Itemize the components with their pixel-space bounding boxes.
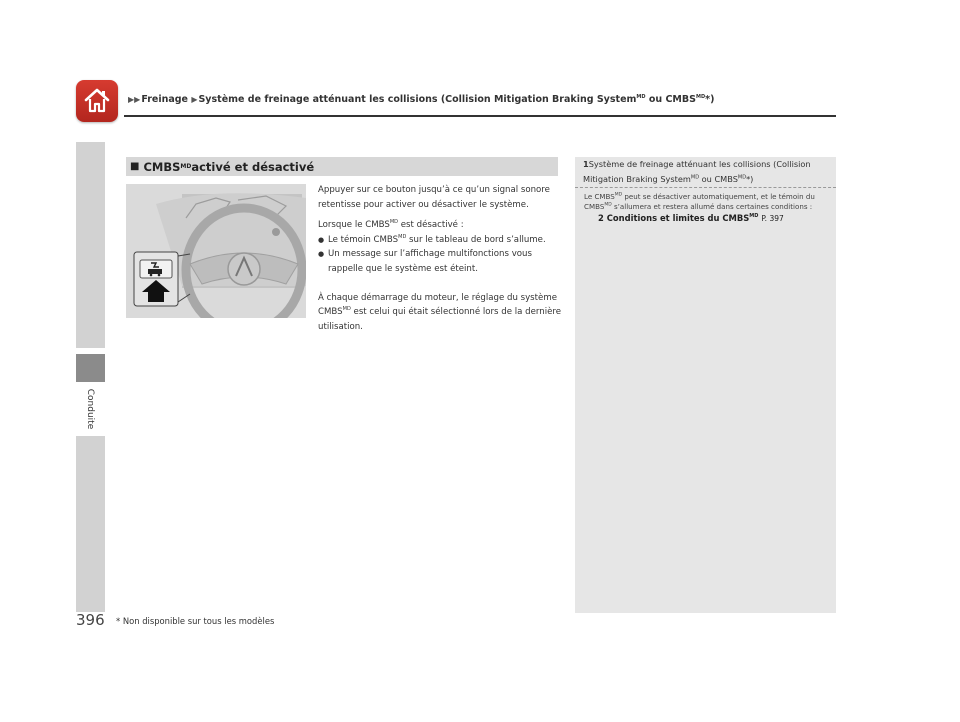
note-ref-icon: 1 xyxy=(583,159,589,169)
home-button[interactable] xyxy=(76,80,118,122)
side-tab-label: Conduite xyxy=(85,388,95,430)
list-item: ● Le témoin $CMBS^{MD}$ sur le tableau de bord s’allume. xyxy=(318,233,562,248)
breadcrumb-cmbs[interactable]: Système de freinage atténuant les collisions (Collision Mitigation Braking System$^{MD}$ ou $CMBS^{MD}*$) xyxy=(198,94,715,106)
breadcrumb-arrow-icon: ▶▶ xyxy=(128,95,141,105)
breadcrumb-freinage[interactable]: Freinage xyxy=(141,94,188,106)
breadcrumb xyxy=(128,94,714,105)
header-divider xyxy=(124,115,836,117)
side-tab-lower xyxy=(76,436,105,612)
list-item: ● Un message sur l’affichage multifonctions vous rappelle que le système est éteint. xyxy=(318,247,562,276)
paragraph-toggle: Appuyer sur ce bouton jusqu’à ce qu’un signal sonore retentisse pour activer ou désactiver le système. xyxy=(318,185,550,210)
section-heading: ■ CMBS MD activé et désactivé xyxy=(126,157,558,176)
dashboard-illustration xyxy=(126,184,306,318)
side-note xyxy=(575,157,836,613)
note-title: 1Système de freinage atténuant les collisions (Collision Mitigation Braking System$^{MD}$ ou $CMBS^{MD}*$) xyxy=(583,159,811,184)
home-icon xyxy=(82,86,112,116)
link-arrow-icon: 2 xyxy=(598,213,604,224)
main-text xyxy=(318,183,562,334)
breadcrumb-arrow-icon: ▶ xyxy=(191,95,198,105)
heading-marker: ■ xyxy=(130,161,140,172)
side-tab-upper xyxy=(76,142,105,348)
paragraph-startup: À chaque démarrage du moteur, le réglage du système $CMBS^{MD}$ est celui qui était sélectionné lors de la dernière utilisation. xyxy=(318,292,562,332)
note-divider xyxy=(575,187,836,188)
paragraph-off: Lorsque le $CMBS^{MD}$ est désactivé : xyxy=(318,219,464,231)
footnote: * Non disponible sur tous les modèles xyxy=(116,616,275,626)
page-number: 396 xyxy=(76,611,105,629)
note-body: Le $CMBS^{MD}$ peut se désactiver automatiquement, et le témoin du $CMBS^{MD}$ s’allumera et restera allumé dans certaines conditions : 2 Conditions et limites du $CMBS^{MD}$ P. 397 xyxy=(584,192,815,224)
off-consequences-list xyxy=(318,233,562,277)
side-tab-active[interactable] xyxy=(76,354,105,382)
conditions-link[interactable]: 2 Conditions et limites du $CMBS^{MD}$ P. 397 xyxy=(598,213,784,224)
